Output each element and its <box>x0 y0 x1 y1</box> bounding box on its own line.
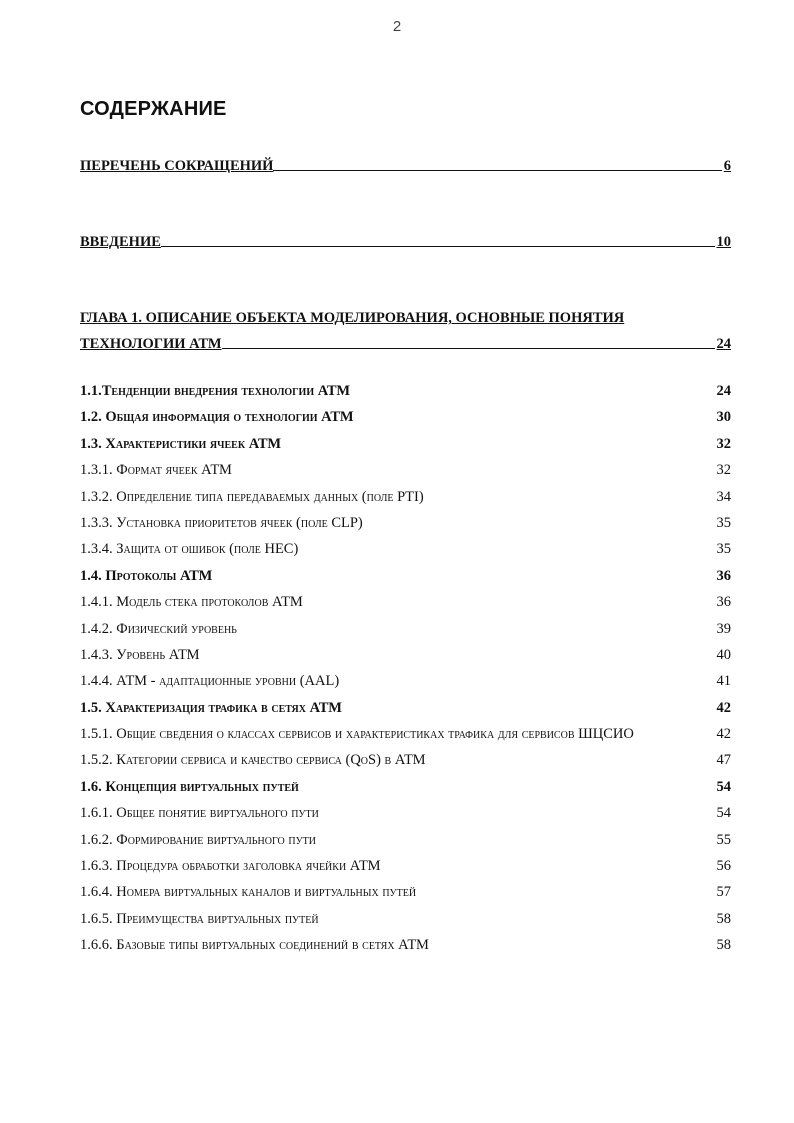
toc-entry-page: 47 <box>716 752 731 769</box>
toc-major-entry-page: 10 <box>716 234 731 250</box>
toc-entry <box>80 436 731 462</box>
toc-entry-page: 42 <box>716 699 731 716</box>
toc-entry-page: 55 <box>716 831 731 848</box>
toc-entry <box>80 911 731 937</box>
toc-entry-page: 32 <box>716 462 731 479</box>
toc-major-entry-text-line2: ТЕХНОЛОГИИ АТМ <box>80 336 222 352</box>
toc-entry-title: 1.3.2. Определение типа передаваемых данных (поле PTI) <box>80 488 424 505</box>
toc-entry-page: 36 <box>716 594 731 611</box>
toc-entry-page: 32 <box>716 435 731 452</box>
toc-major-entry-introduction <box>80 229 731 251</box>
toc-entry-title: 1.5.1. Общие сведения о классах сервисов и характеристиках трафика для сервисов ШЦСИО <box>80 726 634 743</box>
toc-entry-title: 1.4.4. АТМ - адаптационные уровни (AAL) <box>80 673 340 690</box>
toc-entry <box>80 752 731 778</box>
toc-entry-title: 1.6.4. Номера виртуальных каналов и виртуальных путей <box>80 884 417 901</box>
toc-entry <box>80 594 731 620</box>
toc-entry-title: 1.5. Характеризация трафика в сетях АТМ <box>80 699 342 716</box>
toc-entry-title: 1.1.Тенденции внедрения технологии АТМ <box>80 383 351 399</box>
toc-entry <box>80 937 731 963</box>
toc-entry <box>80 700 731 726</box>
toc-entry-title: 1.4. Протоколы АТМ <box>80 567 213 584</box>
toc-entry <box>80 489 731 515</box>
toc-entry-title: 1.6. Концепция виртуальных путей <box>80 778 299 795</box>
toc-entry-title: 1.2. Общая информация о технологии АТМ <box>80 409 354 426</box>
toc-major-entry-text: ГЛАВА 1. ОПИСАНИЕ ОБЪЕКТА МОДЕЛИРОВАНИЯ, ОСНОВНЫЕ ПОНЯТИЯ <box>80 310 625 326</box>
toc-entry-title: 1.4.2. Физический уровень <box>80 620 237 637</box>
toc-entry-title: 1.6.3. Процедура обработки заголовка ячейки АТМ <box>80 858 381 875</box>
toc-entry-page: 58 <box>716 937 731 954</box>
toc-entry <box>80 805 731 831</box>
toc-entry-title: 1.3.1. Формат ячеек АТМ <box>80 462 232 479</box>
toc-entry <box>80 621 731 647</box>
toc-entry-title: 1.5.2. Категории сервиса и качество сервиса (QoS) в АТМ <box>80 752 426 769</box>
toc-entry-title: 1.6.1. Общее понятие виртуального пути <box>80 805 319 822</box>
toc-entry <box>80 383 731 409</box>
toc-leader-line <box>222 348 715 349</box>
toc-entry-title: 1.6.6. Базовые типы виртуальных соединений в сетях АТМ <box>80 937 429 954</box>
toc-entry <box>80 858 731 884</box>
toc-entry-title: 1.6.5. Преимущества виртуальных путей <box>80 910 319 927</box>
toc-entry-page: 54 <box>716 805 731 822</box>
toc-section-list <box>80 383 731 964</box>
toc-entry-page: 41 <box>716 673 731 690</box>
toc-entry <box>80 462 731 488</box>
toc-entry-page: 34 <box>716 488 731 505</box>
toc-entry-page: 30 <box>716 409 731 426</box>
toc-entry <box>80 779 731 805</box>
page-number: 2 <box>392 18 402 35</box>
toc-major-entry-abbreviations <box>80 153 731 175</box>
toc-entry <box>80 884 731 910</box>
toc-entry-title: 1.6.2. Формирование виртуального пути <box>80 831 317 848</box>
toc-entry <box>80 832 731 858</box>
toc-leader-line <box>273 170 721 171</box>
toc-major-entry-page: 24 <box>716 336 731 352</box>
toc-major-entry-text: ВВЕДЕНИЕ <box>80 234 161 250</box>
toc-entry-page: 35 <box>716 514 731 531</box>
toc-entry <box>80 409 731 435</box>
toc-entry-title: 1.3. Характеристики ячеек АТМ <box>80 435 282 452</box>
toc-entry <box>80 673 731 699</box>
toc-entry-page: 39 <box>716 620 731 637</box>
toc-entry-page: 24 <box>716 383 731 399</box>
toc-leader-line <box>161 246 715 247</box>
toc-entry <box>80 726 731 752</box>
toc-entry-title: 1.3.3. Установка приоритетов ячеек (поле CLP) <box>80 514 363 531</box>
toc-major-entry-page: 6 <box>723 158 731 174</box>
toc-entry-page: 40 <box>716 646 731 663</box>
toc-entry <box>80 647 731 673</box>
toc-entry-page: 36 <box>716 567 731 584</box>
toc-entry <box>80 541 731 567</box>
toc-entry-page: 58 <box>716 910 731 927</box>
page-title: СОДЕРЖАНИЕ <box>80 98 227 120</box>
toc-entry-title: 1.3.4. Защита от ошибок (поле HEC) <box>80 541 299 558</box>
toc-entry-title: 1.4.3. Уровень АТМ <box>80 646 200 663</box>
toc-entry <box>80 515 731 541</box>
toc-entry-page: 56 <box>716 858 731 875</box>
toc-major-entry-chapter-1 <box>80 305 731 353</box>
toc-entry-page: 57 <box>716 884 731 901</box>
toc-entry-title: 1.4.1. Модель стека протоколов АТМ <box>80 594 303 611</box>
toc-entry-page: 35 <box>716 541 731 558</box>
toc-entry-page: 54 <box>716 778 731 795</box>
toc-major-entry-text: ПЕРЕЧЕНЬ СОКРАЩЕНИЙ <box>80 158 274 174</box>
toc-entry <box>80 568 731 594</box>
toc-entry-page: 42 <box>716 726 731 743</box>
